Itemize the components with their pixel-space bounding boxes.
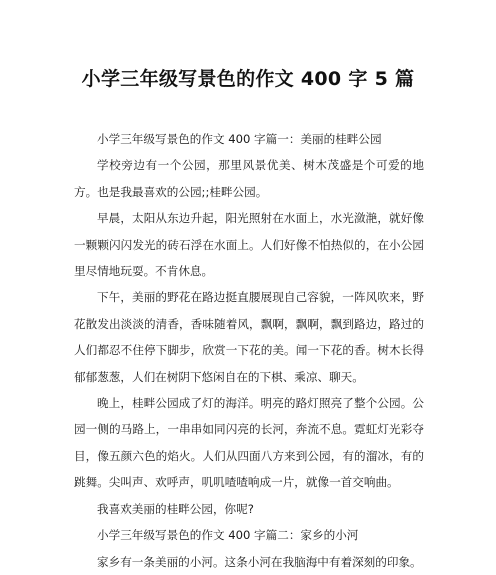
paragraph-5: 晚上，桂畔公园成了灯的海洋。明亮的路灯照亮了整个公园。公园一侧的马路上，一串串如同闪亮的长河，奔流不息。霓虹灯光彩夺目，像五颜六色的焰火。人们从四面八方来到公园，有的溜冰，有的跳舞。尖叫声、欢呼声，叽叽喳喳响成一片，就像一首交响曲。 (74, 396, 424, 490)
paragraph-7: 小学三年级写景色的作文 400 字篇二：家乡的小河 (97, 528, 359, 543)
document-title: 小学三年级写景色的作文 400 字 5 篇 (81, 68, 415, 90)
paragraph-6: 我喜欢美丽的桂畔公园，你呢? (97, 501, 254, 516)
paragraph-4: 下午，美丽的野花在路边挺直腰展现自己容貌，一阵风吹来，野花散发出淡淡的清香，香味随着风，飘啊，飘啊，飘到路边，路过的人们都忍不住停下脚步，欣赏一下花的美。闻一下花的香。树木长得郁郁葱葱，人们在树阴下悠闲自在的下棋、乘凉、聊天。 (74, 290, 424, 384)
paragraph-8: 家乡有一条美丽的小河。这条小河在我脑海中有着深刻的印象。 (97, 554, 422, 569)
paragraph-1: 小学三年级写景色的作文 400 字篇一：美丽的桂畔公园 (97, 132, 382, 146)
document-body (74, 126, 424, 575)
paragraph-3: 早晨，太阳从东边升起，阳光照射在水面上，水光潋滟，就好像一颗颗闪闪发光的砖石浮在水面上。人们好像不怕热似的，在小公园里尽情地玩耍。不肯休息。 (74, 211, 424, 279)
paragraph-2: 学校旁边有一个公园，那里风景优美、树木茂盛是个可爱的地方。也是我最喜欢的公园;;桂畔公园。 (74, 158, 424, 199)
